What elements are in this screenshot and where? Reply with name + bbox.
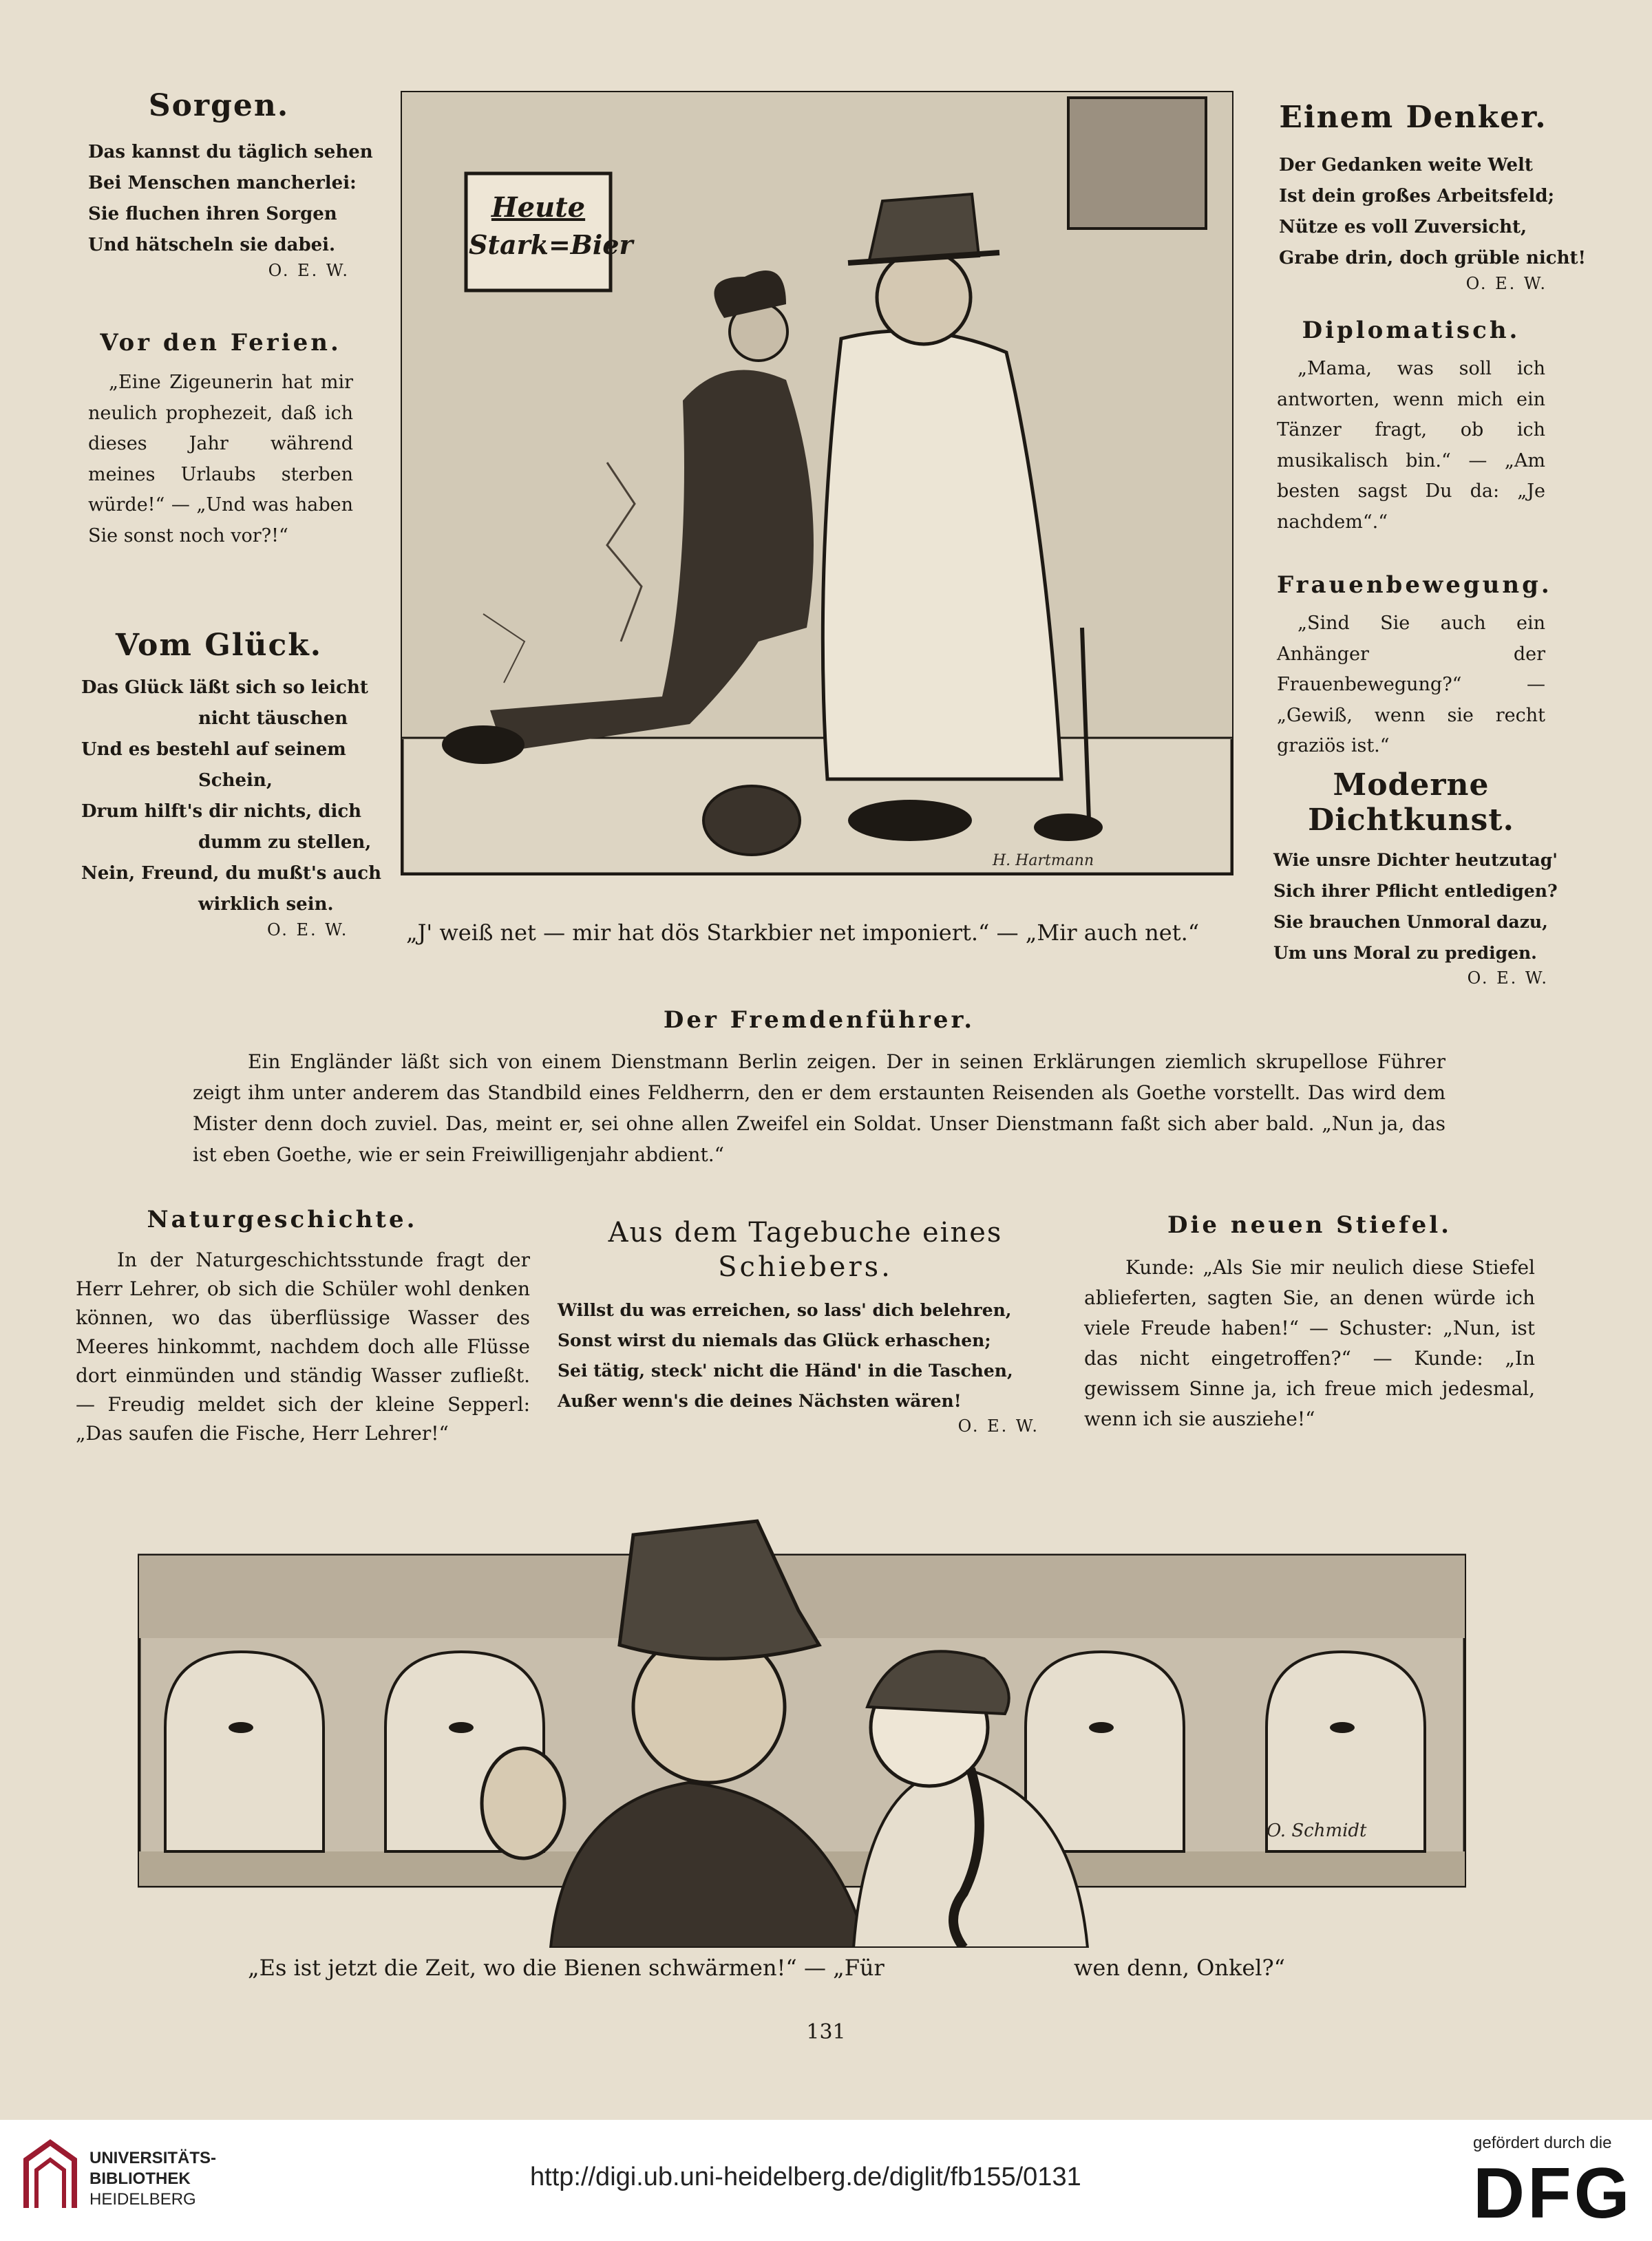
library-name-line1: UNIVERSITÄTS- bbox=[89, 2149, 217, 2167]
verse-line: Der Gedanken weite Welt bbox=[1279, 155, 1533, 176]
verse-line: Sie fluchen ihren Sorgen bbox=[88, 204, 337, 224]
verse-line: Ist dein großes Arbeitsfeld; bbox=[1279, 186, 1555, 206]
cartoon-starkbier-artist-signature: H. Hartmann bbox=[993, 852, 1094, 869]
verse-line: Sich ihrer Pflicht entledigen? bbox=[1273, 881, 1558, 901]
poem-glueck-lines bbox=[81, 672, 381, 920]
anecdote-naturgeschichte bbox=[76, 1206, 530, 1448]
anecdote-ferien-title: Vor den Ferien. bbox=[100, 329, 341, 357]
verse-line: Das Glück läßt sich so leicht bbox=[81, 677, 368, 698]
verse-line: Sonst wirst du niemals das Glück erhaschen; bbox=[558, 1330, 991, 1350]
verse-line: Und hätscheln sie dabei. bbox=[88, 235, 336, 255]
anecdote-vor-den-ferien bbox=[88, 329, 353, 551]
anecdote-frauenbewegung bbox=[1277, 571, 1552, 762]
verse-line: Willst du was erreichen, so lass' dich belehren, bbox=[558, 1300, 1012, 1320]
poem-denker-signature: O. E. W. bbox=[1465, 274, 1547, 293]
verse-line: Um uns Moral zu predigen. bbox=[1273, 943, 1537, 963]
sign-line-heute: Heute bbox=[491, 191, 586, 224]
cartoon-starkbier bbox=[401, 91, 1233, 875]
anecdote-frauen-title: Frauenbewegung. bbox=[1277, 571, 1552, 599]
permalink-url-link[interactable]: http://digi.ub.uni-heidelberg.de/diglit/fb155/0131 bbox=[530, 2163, 1081, 2191]
poem-einem-denker bbox=[1279, 100, 1586, 293]
cartoon-bienen-caption-right: wen denn, Onkel?“ bbox=[1074, 1955, 1286, 1981]
verse-line: Nein, Freund, du mußt's auch bbox=[81, 863, 381, 884]
poem-denker-title: Einem Denker. bbox=[1279, 100, 1547, 135]
poem-tagebuch-signature: O. E. W. bbox=[957, 1416, 1039, 1436]
anecdote-naturgeschichte-title: Naturgeschichte. bbox=[147, 1206, 418, 1233]
verse-line: Sei tätig, steck' nicht die Händ' in die Taschen, bbox=[558, 1361, 1013, 1381]
verse-line: Schein, bbox=[198, 770, 273, 791]
library-name-line2: BIBLIOTHEK bbox=[89, 2169, 191, 2188]
poem-tagebuch-schieber bbox=[558, 1217, 1053, 1436]
verse-line: Drum hilft's dir nichts, dich bbox=[81, 801, 362, 822]
anecdote-stiefel-text: Kunde: „Als Sie mir neulich diese Stiefel ablieferten, sagten Sie, an denen würde ich viele Freude haben!“ — Schuster: „Nun, ist das nicht eingetroffen?“ — Kunde: „In gewissem Sinne ja, ich freue mich jedesmal, wenn ich sie ausziehe!“ bbox=[1084, 1256, 1535, 1430]
anecdote-frauen-text: „Sind Sie auch ein Anhänger der Frauenbewegung?“ — „Gewiß, wenn sie recht graziös ist.“ bbox=[1277, 613, 1545, 756]
anecdote-naturgeschichte-text: In der Naturgeschichtsstunde fragt der Herr Lehrer, ob sich die Schüler wohl denken können, wo das überflüssige Wasser des Meeres hinkommt, nachdem doch alle Flüsse dort einmünden und ständig Wasser zufließt. — Freudig meldet sich der kleine Sepperl: „Das saufen die Fische, Herr Lehrer!“ bbox=[76, 1249, 530, 1445]
cartoon-bienen-drawing bbox=[138, 1507, 1466, 1948]
university-logo-icon bbox=[19, 2139, 81, 2215]
library-name-line3: HEIDELBERG bbox=[89, 2190, 196, 2209]
story-fremdenfuehrer bbox=[193, 1006, 1446, 1170]
verse-line: Wie unsre Dichter heutzutag' bbox=[1273, 850, 1558, 870]
poem-moderne-dichtkunst bbox=[1273, 767, 1558, 988]
story-fremdenfuehrer-text: Ein Engländer läßt sich von einem Dienstmann Berlin zeigen. Der in seinen Erklärungen ziemlich skrupellose Führer zeigt ihm unter anderem das Standbild eines Feldherrn, den er dem erstaunten Reisenden als Goethe vorstellt. Das wird dem Mister denn doch zuviel. Das, meint er, sei ohne allen Zweifel ein Soldat. Unser Dienstmann faßt sich aber bald. „Nun ja, das ist eben Goethe, wie er sein Freiwilligenjahr abdient.“ bbox=[193, 1050, 1446, 1166]
verse-line: Grabe drin, doch grüble nicht! bbox=[1279, 248, 1586, 268]
cartoon-bienen-caption-left: „Es ist jetzt die Zeit, wo die Bienen schwärmen!“ — „Für bbox=[248, 1955, 885, 1981]
poem-sorgen-signature: O. E. W. bbox=[268, 261, 350, 280]
anecdote-diplomatisch-title: Diplomatisch. bbox=[1302, 317, 1521, 344]
anecdote-ferien-text: „Eine Zigeunerin hat mir neulich prophezeit, daß ich dieses Jahr während meines Urlaubs sterben würde!“ — „Und was haben Sie sonst noch vor?!“ bbox=[88, 372, 353, 546]
page-number: 131 bbox=[806, 2020, 846, 2044]
sign-line-starkbier: Stark=Bier bbox=[469, 229, 633, 260]
poem-sorgen bbox=[88, 88, 373, 280]
poem-vom-glueck bbox=[81, 628, 381, 939]
anecdote-stiefel-title: Die neuen Stiefel. bbox=[1167, 1211, 1452, 1239]
poem-dichtkunst-signature: O. E. W. bbox=[1467, 968, 1549, 988]
poem-tagebuch-title-2: Schiebers. bbox=[718, 1251, 893, 1283]
viewer-footer bbox=[0, 2120, 1652, 2241]
poem-glueck-signature: O. E. W. bbox=[267, 920, 349, 939]
verse-line: dumm zu stellen, bbox=[198, 832, 372, 853]
poem-dichtkunst-lines bbox=[1273, 845, 1558, 968]
verse-line: wirklich sein. bbox=[198, 894, 334, 915]
anecdote-diplomatisch bbox=[1277, 317, 1545, 538]
verse-line: Außer wenn's die deines Nächsten wären! bbox=[558, 1391, 962, 1411]
cartoon-starkbier-caption: „J' weiß net — mir hat dös Starkbier net imponiert.“ — „Mir auch net.“ bbox=[406, 920, 1200, 946]
poem-sorgen-lines bbox=[88, 137, 373, 261]
verse-line: Und es bestehl auf seinem bbox=[81, 739, 346, 760]
verse-line: nicht täuschen bbox=[198, 708, 348, 729]
poem-tagebuch-lines bbox=[558, 1295, 1053, 1416]
verse-line: Bei Menschen mancherlei: bbox=[88, 173, 357, 193]
verse-line: Sie brauchen Unmoral dazu, bbox=[1273, 912, 1548, 932]
funded-by-label: gefördert durch die bbox=[1473, 2134, 1612, 2152]
verse-line: Nütze es voll Zuversicht, bbox=[1279, 217, 1527, 237]
story-fremdenfuehrer-title: Der Fremdenführer. bbox=[663, 1006, 975, 1034]
poem-sorgen-title: Sorgen. bbox=[148, 88, 290, 123]
anecdote-neue-stiefel bbox=[1084, 1211, 1535, 1434]
poem-dichtkunst-title: Moderne Dichtkunst. bbox=[1308, 767, 1514, 838]
poem-tagebuch-title-1: Aus dem Tagebuche eines bbox=[608, 1217, 1003, 1249]
sign-heute-starkbier bbox=[469, 176, 633, 288]
poem-denker-lines bbox=[1279, 150, 1586, 274]
poem-glueck-title: Vom Glück. bbox=[115, 628, 323, 663]
anecdote-diplomatisch-text: „Mama, was soll ich antworten, wenn mich ein Tänzer fragt, ob ich musikalisch bin.“ — „Am besten sagst Du da: „Je nachdem“.“ bbox=[1277, 358, 1545, 533]
dfg-logo: DFG bbox=[1473, 2154, 1633, 2233]
cartoon-bienen-artist-signature: O. Schmidt bbox=[1267, 1820, 1367, 1841]
cartoon-bienen bbox=[138, 1507, 1466, 1948]
verse-line: Das kannst du täglich sehen bbox=[88, 142, 373, 162]
